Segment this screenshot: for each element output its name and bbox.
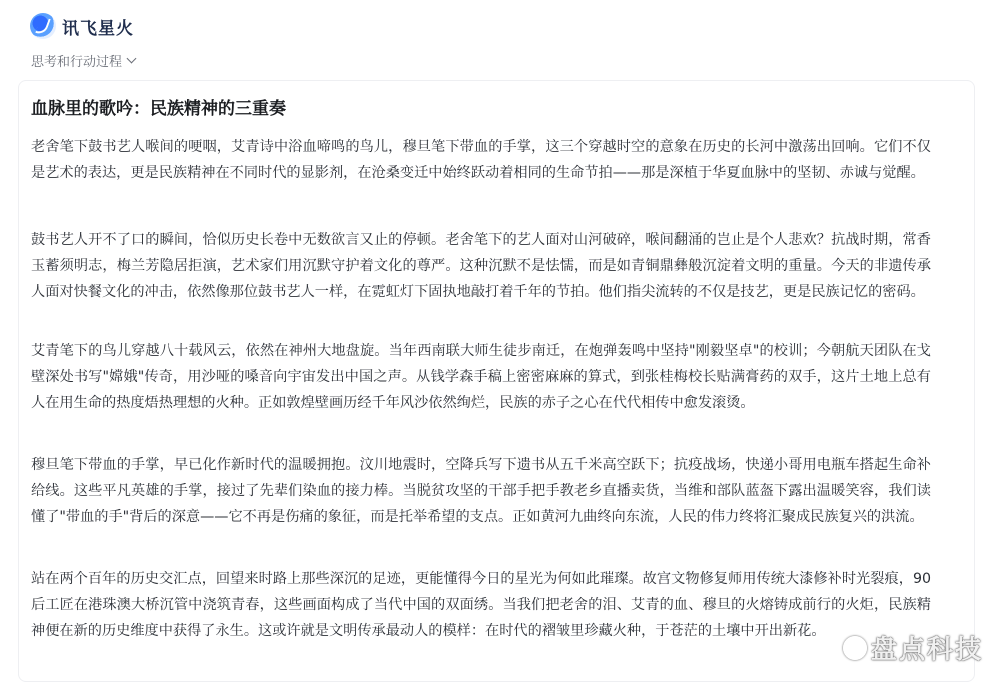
article-paragraph-5: 站在两个百年的历史交汇点，回望来时路上那些深沉的足迹，更能懂得今日的星光为何如此璀璨。故宫文物修复师用传统大漆修补时光裂痕，90后工匠在港珠澳大桥沉管中浇筑青春，这些画面构成了当代中国的双面绣。当我们把老舍的泪、艾青的血、穆旦的火熔铸成前行的火炬，民族精神便在新的历史维度中获得了永生。这或许就是文明传承最动人的模样：在时代的褶皱里珍藏火种，于苍茫的土壤中开出新花。 [31, 571, 931, 639]
article-paragraph-3: 艾青笔下的鸟儿穿越八十载风云，依然在神州大地盘旋。当年西南联大师生徒步南迁，在炮弹轰鸣中坚持"刚毅坚卓"的校训；今朝航天团队在戈壁深处书写"嫦娥"传奇，用沙哑的嗓音向宇宙发出中国之声。从钱学森手稿上密密麻麻的算式，到张桂梅校长贴满膏药的双手，这片土地上总有人在用生命的热度焐热理想的火种。正如敦煌壁画历经千年风沙依然绚烂，民族的赤子之心在代代相传中愈发滚烫。 [31, 343, 931, 411]
article-title: 血脉里的歌吟：民族精神的三重奏 [31, 99, 286, 119]
chevron-down-icon [127, 54, 137, 64]
thinking-process-label: 思考和行动过程 [31, 55, 123, 70]
article-paragraph-2: 鼓书艺人开不了口的瞬间，恰似历史长卷中无数欲言又止的停顿。老舍笔下的艺人面对山河破碎，喉间翻涌的岂止是个人悲欢？抗战时期，常香玉蓄须明志，梅兰芳隐居拒演，艺术家们用沉默守护着文化的尊严。这种沉默不是怯懦，而是如青铜鼎彝般沉淀着文明的重量。今天的非遗传承人面对快餐文化的冲击，依然像那位鼓书艺人一样，在霓虹灯下固执地敲打着千年的节拍。他们指尖流转的不仅是技艺，更是民族记忆的密码。 [31, 232, 931, 300]
brand-name: 讯飞星火 [62, 18, 134, 39]
thinking-process-toggle[interactable] [31, 51, 135, 70]
watermark-logo-icon [843, 636, 867, 660]
brand-logo [30, 13, 134, 39]
spark-logo-icon [30, 13, 56, 39]
watermark [843, 629, 983, 666]
article-paragraph-4: 穆旦笔下带血的手掌，早已化作新时代的温暖拥抱。汶川地震时，空降兵写下遗书从五千米高空跃下；抗疫战场，快递小哥用电瓶车搭起生命补给线。这些平凡英雄的手掌，接过了先辈们染血的接力棒。当脱贫攻坚的干部手把手教老乡直播卖货，当维和部队蓝盔下露出温暖笑容，我们读懂了"带血的手"背后的深意——它不再是伤痛的象征，而是托举希望的支点。正如黄河九曲终向东流，人民的伟力终将汇聚成民族复兴的洪流。 [31, 457, 931, 525]
watermark-text: 盘点科技 [870, 635, 983, 665]
article-paragraph-1: 老舍笔下鼓书艺人喉间的哽咽，艾青诗中浴血啼鸣的鸟儿，穆旦笔下带血的手掌，这三个穿越时空的意象在历史的长河中激荡出回响。它们不仅是艺术的表达，更是民族精神在不同时代的显影剂，在沧桑变迁中始终跃动着相同的生命节拍——那是深植于华夏血脉中的坚韧、赤诚与觉醒。 [31, 139, 931, 181]
